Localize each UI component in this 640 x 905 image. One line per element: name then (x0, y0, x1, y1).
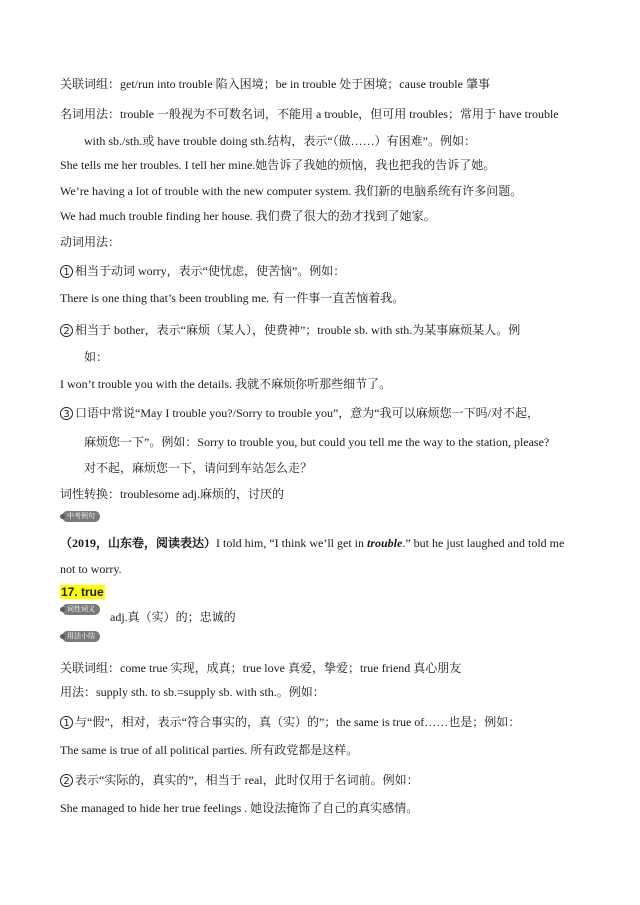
phrases-line: 关联词组：come true 实现，成真；true love 真爱，挚爱；true friend 真心朋友 (60, 661, 462, 675)
exam-text: .” but he just laughed and told me (402, 536, 565, 550)
circled-number: 3 (60, 407, 73, 420)
example-sentence: We had much trouble finding her house. 我们费了很大的劲才找到了她家。 (60, 209, 436, 223)
item-text: 口语中常说“May I trouble you?/Sorry to trouble you”，意为“我可以麻烦您一下吗/对不起， (75, 406, 539, 420)
exam-keyword: trouble (367, 536, 403, 550)
example-sentence: She managed to hide her true feelings . 她设法掩饰了自己的真实感情。 (60, 801, 419, 815)
verb-usage-heading: 动词用法： (60, 235, 121, 249)
exam-example-cont: not to worry. (60, 562, 122, 576)
item-text: 相当于动词 worry，表示“使忧虑，使苦恼”。例如： (75, 264, 346, 278)
exam-text: I told him, “I think we’ll get in (216, 536, 367, 550)
example-sentence: We’re having a lot of trouble with the new computer system. 我们新的电脑系统有许多问题。 (60, 184, 523, 198)
example-sentence: She tells me her troubles. I tell her mine.她告诉了我她的烦恼，我也把我的告诉了她。 (60, 158, 496, 172)
entry-heading-text: 17. true (61, 585, 104, 599)
phrases-line: 关联词组：get/run into trouble 陷入困境；be in trouble 处于困境；cause trouble 肇事 (60, 77, 490, 91)
item-text-cont: 对不起，麻烦您一下，请问到车站怎么走？ (84, 461, 313, 475)
exam-example (60, 535, 564, 551)
usage-item (60, 772, 419, 788)
verb-usage-item (60, 405, 539, 421)
example-sentence: There is one thing that’s been troubling me. 有一件事一直苦恼着我。 (60, 291, 405, 305)
exam-source: （2019，山东卷，阅读表达） (60, 536, 217, 550)
verb-usage-item (60, 322, 520, 338)
item-text-cont: 麻烦您一下”。例如：Sorry to trouble you, but could you tell me the way to the station, please? (84, 435, 550, 449)
word-form-line: 词性转换：troublesome adj.麻烦的，讨厌的 (60, 487, 284, 501)
entry-heading (60, 584, 105, 600)
usage-line: 用法：supply sth. to sb.=supply sb. with sth.。例如： (60, 685, 325, 699)
item-text: 与“假”，相对，表示“符合事实的，真（实）的”；the same is true of……也是；例如： (75, 715, 521, 729)
circled-number: 1 (60, 716, 73, 729)
item-text: 相当于 bother，表示“麻烦（某人），使费神”；trouble sb. with sth.为某事麻烦某人。例 (75, 323, 521, 337)
usage-item (60, 714, 520, 730)
noun-usage-line: 名词用法：trouble 一般视为不可数名词，不能用 a trouble，但可用 troubles；常用于 have trouble (60, 107, 559, 121)
example-sentence: I won’t trouble you with the details. 我就不麻烦你听那些细节了。 (60, 377, 392, 391)
pos-definition: adj.真（实）的；忠诚的 (110, 610, 236, 624)
verb-usage-item (60, 263, 345, 279)
exam-example-badge: 中考例句 (62, 511, 100, 522)
usage-summary-badge: 用法小结 (62, 631, 100, 642)
noun-usage-line-cont: with sb./sth.或 have trouble doing sth.结构，表示“（做……）有困难”。例如： (84, 134, 476, 148)
circled-number: 2 (60, 774, 73, 787)
circled-number: 2 (60, 324, 73, 337)
pos-meaning-badge: 词性词义 (62, 604, 100, 615)
example-sentence: The same is true of all political parties. 所有政党都是这样。 (60, 743, 359, 757)
item-text-cont: 如： (84, 350, 109, 364)
circled-number: 1 (60, 265, 73, 278)
item-text: 表示“实际的，真实的”，相当于 real，此时仅用于名词前。例如： (75, 773, 419, 787)
